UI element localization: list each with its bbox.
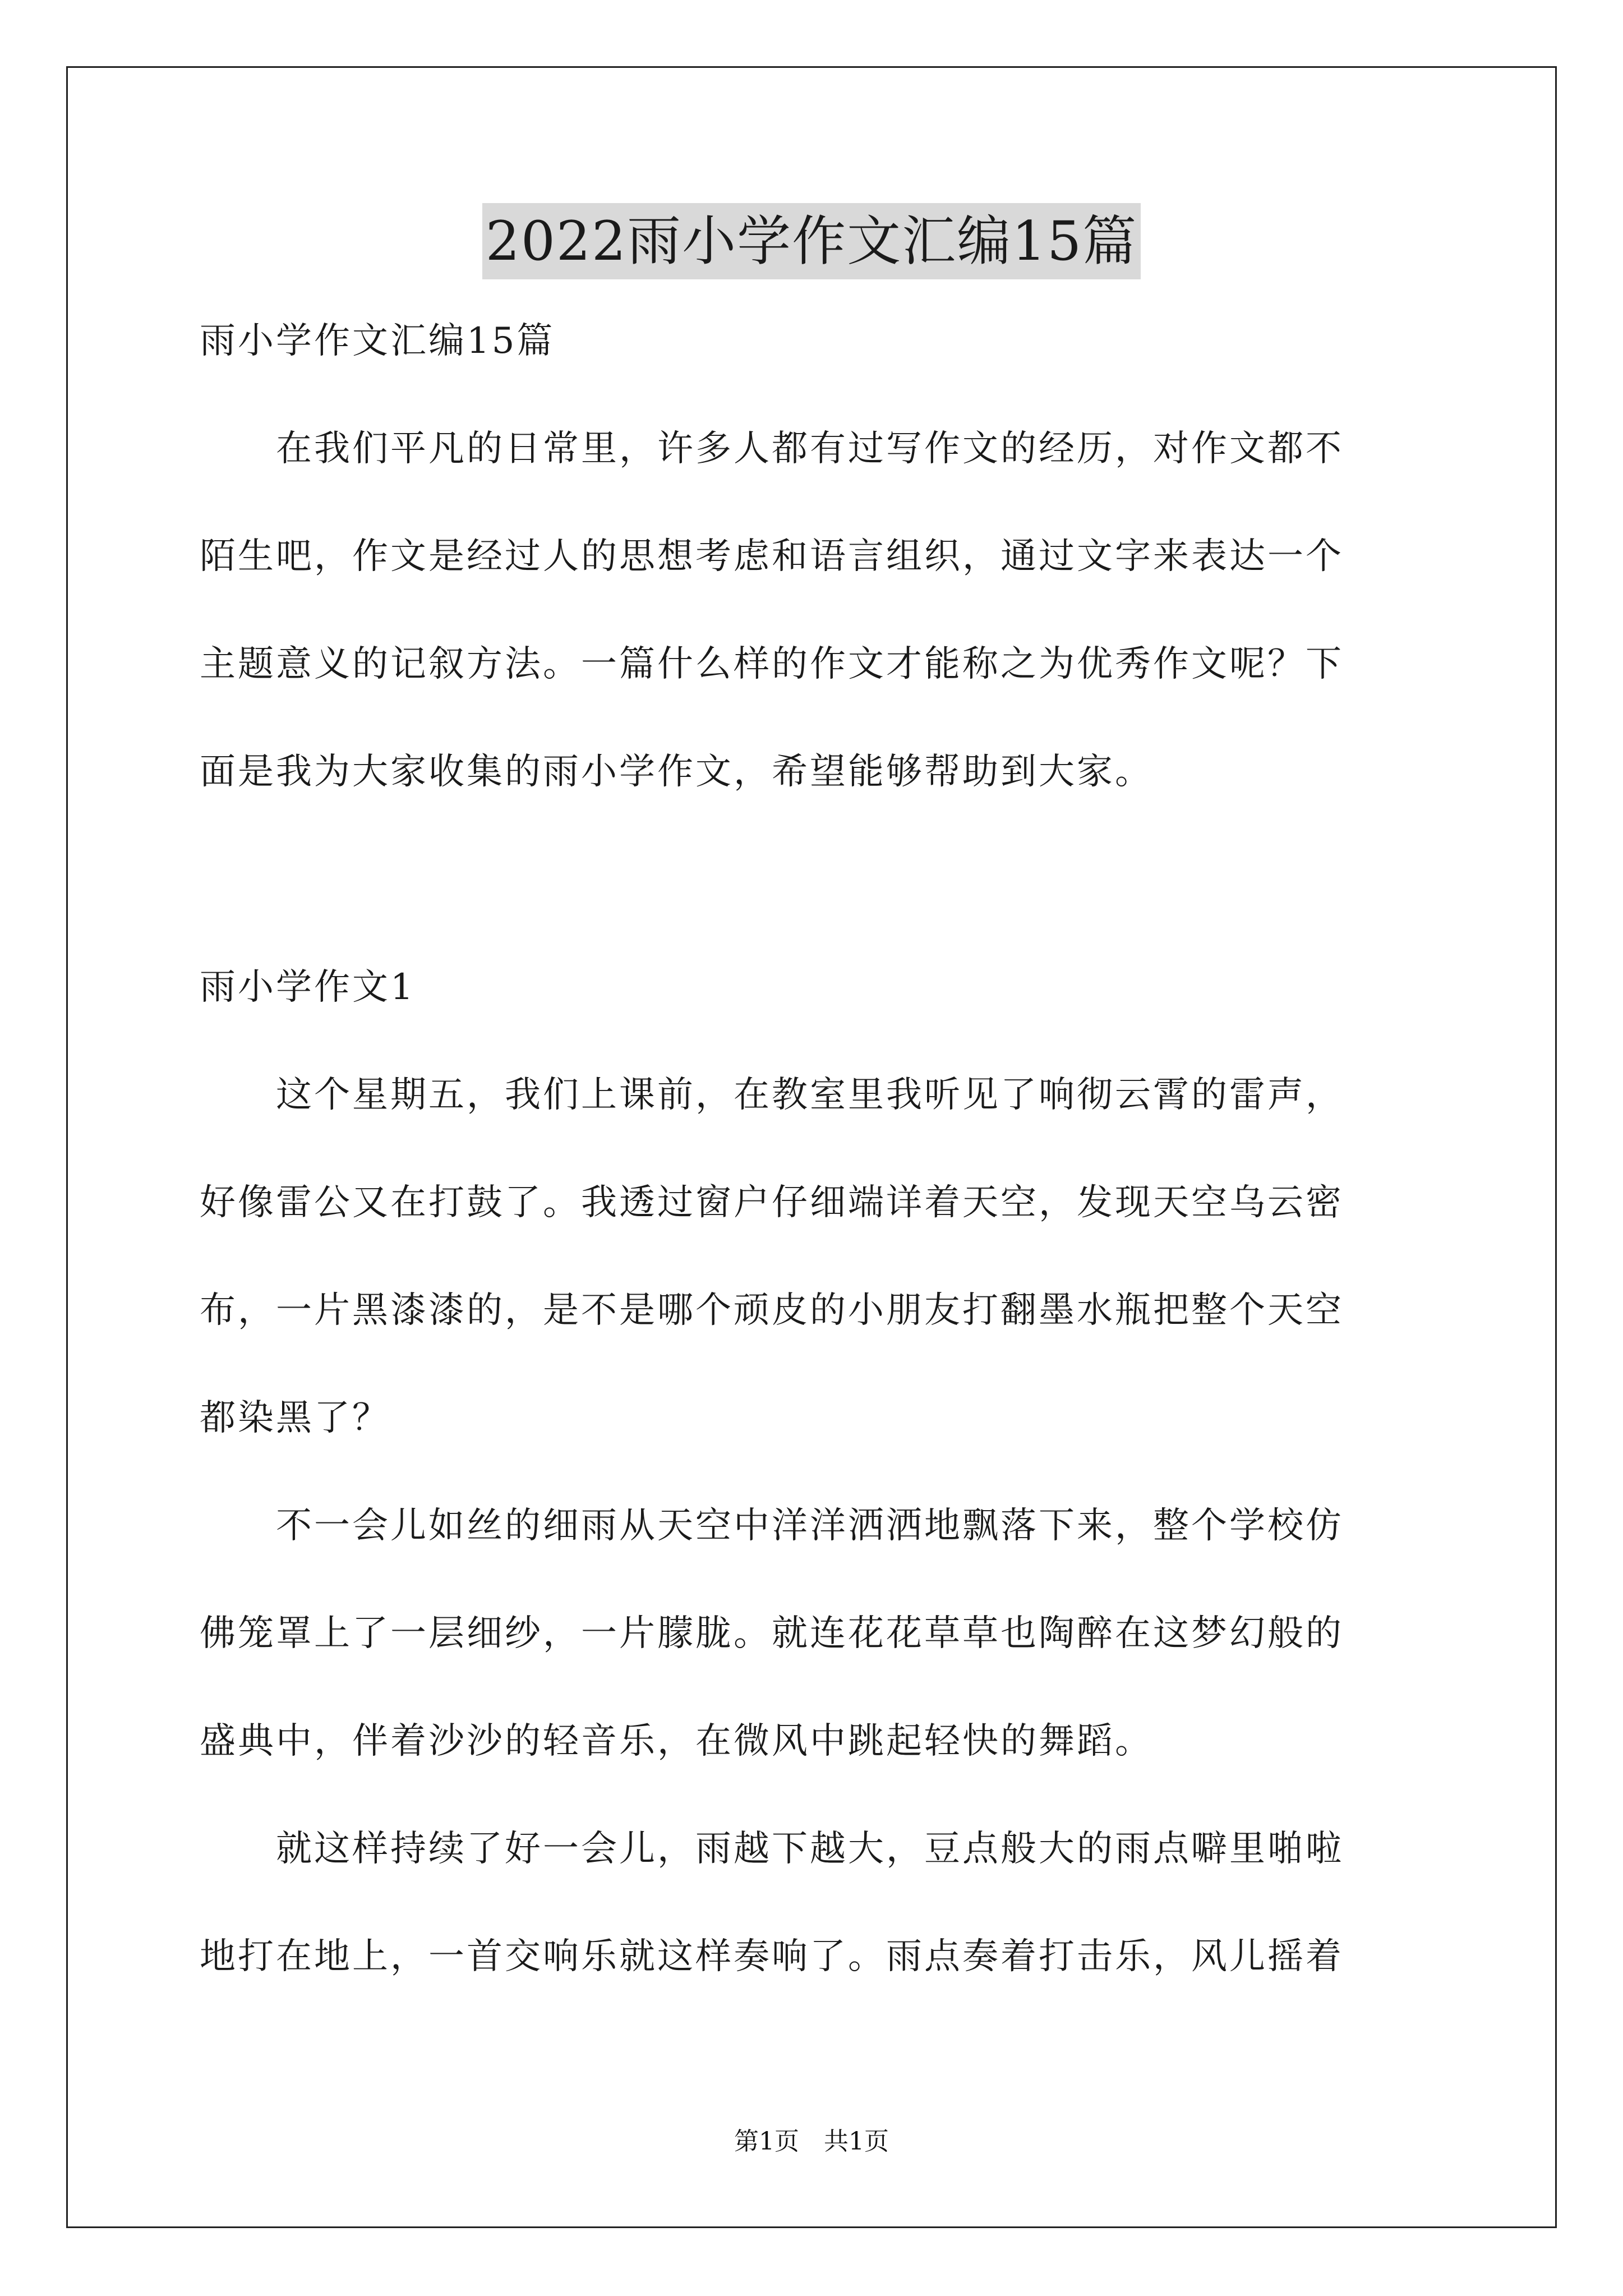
text-line: 地打在地上，一首交响乐就这样奏响了。雨点奏着打击乐，风儿摇着 bbox=[200, 1936, 1344, 1977]
text-line: 好像雷公又在打鼓了。我透过窗户仔细端详着天空，发现天空乌云密 bbox=[200, 1182, 1344, 1223]
text-line: 陌生吧，作文是经过人的思想考虑和语言组织，通过文字来表达一个 bbox=[200, 536, 1344, 577]
text-line: 都染黑了？ bbox=[200, 1397, 390, 1439]
essay-paragraph-2 bbox=[200, 1499, 1426, 1768]
text-line: 布，一片黑漆漆的，是不是哪个顽皮的小朋友打翻墨水瓶把整个天空 bbox=[200, 1290, 1344, 1331]
text-line: 佛笼罩上了一层细纱，一片朦胧。就连花花草草也陶醉在这梦幻般的 bbox=[200, 1613, 1344, 1654]
intro-paragraph bbox=[200, 422, 1426, 799]
document-title: 2022雨小学作文汇编15篇 bbox=[482, 203, 1141, 279]
text-line: 就这样持续了好一会儿，雨越下越大，豆点般大的雨点噼里啪啦 bbox=[200, 1828, 1344, 1870]
text-line: 不一会儿如丝的细雨从天空中洋洋洒洒地飘落下来，整个学校仿 bbox=[200, 1505, 1344, 1547]
text-line: 盛典中，伴着沙沙的轻音乐，在微风中跳起轻快的舞蹈。 bbox=[200, 1720, 1153, 1762]
text-line: 主题意义的记叙方法。一篇什么样的作文才能称之为优秀作文呢？下 bbox=[200, 643, 1344, 685]
essay-heading: 雨小学作文1 bbox=[200, 967, 416, 1008]
text-line: 这个星期五，我们上课前，在教室里我听见了响彻云霄的雷声， bbox=[200, 1074, 1344, 1116]
page-footer: 第1页 共1页 bbox=[734, 2127, 889, 2156]
document-body bbox=[200, 314, 1426, 1984]
essay-paragraph-3 bbox=[200, 1822, 1426, 1984]
essay-paragraph-1 bbox=[200, 1068, 1426, 1445]
document-subtitle: 雨小学作文汇编15篇 bbox=[200, 320, 555, 362]
spacer bbox=[200, 368, 1426, 422]
text-line: 面是我为大家收集的雨小学作文，希望能够帮助到大家。 bbox=[200, 751, 1153, 793]
title-container bbox=[0, 203, 1623, 279]
text-line: 在我们平凡的日常里，许多人都有过写作文的经历，对作文都不 bbox=[200, 428, 1344, 470]
